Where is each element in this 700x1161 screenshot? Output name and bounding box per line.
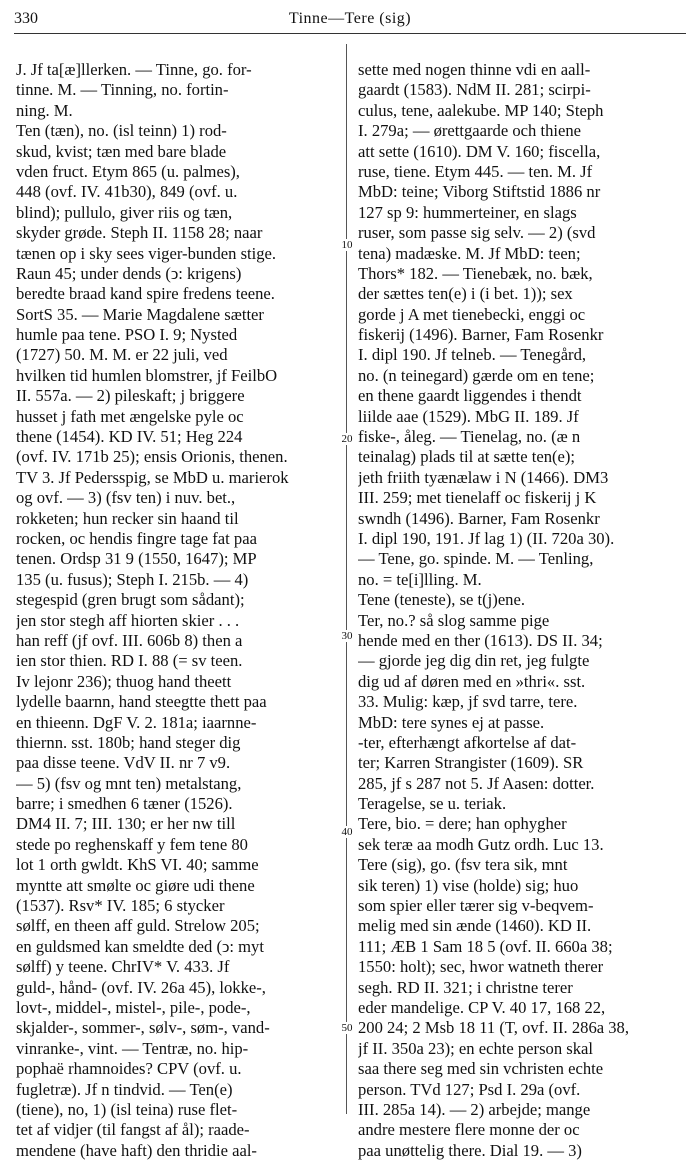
text-line: I. dipl 190. Jf telneb. — Tenegård, [358,345,587,365]
text-line: gorde j A met tienebecki, enggi oc [358,304,586,324]
text-line: Thors* 182. — Tienebæk, no. bæk, [358,263,593,283]
text-line: eder mandelige. CP V. 40 17, 168 22, [358,997,606,1017]
text-line: lovt-, middel-, mistel-, pile-, pode-, [16,997,251,1017]
line-marker: 30 [338,630,356,642]
text-line: Tere, bio. = dere; han ophygher [358,814,567,834]
text-line: — Tene, go. spinde. M. — Tenling, [358,549,594,569]
text-line: paa unøttelig there. Dial 19. — 3) [358,1140,582,1160]
text-line: III. 259; met tienelaff oc fiskerij j K [358,488,597,508]
text-line: teinalag) plads til at sætte ten(e); [358,447,576,467]
text-line: jf II. 350a 23); en echte person skal [358,1038,593,1058]
text-line: guld-, hånd- (ovf. IV. 26a 45), lokke-, [16,977,266,997]
text-line: vden fruct. Etym 865 (u. palmes), [16,161,240,181]
text-line: (1727) 50. M. M. er 22 juli, ved [16,345,228,365]
text-line: stede po reghenskaff y fem tene 80 [16,834,248,854]
text-line: tenen. Ordsp 31 9 (1550, 1647); MP [16,549,257,569]
text-line: fiske-, åleg. — Tienelag, no. (æ n [358,427,581,447]
text-line: andre mestere flere monne der oc [358,1120,580,1140]
text-line: -ter, efterhængt afkortelse af dat- [358,732,577,752]
text-line: TV 3. Jf Pedersspig, se MbD u. marierok [16,467,289,487]
page-number: 330 [14,10,38,27]
text-line: att sette (1610). DM V. 160; fiscella, [358,141,601,161]
text-line: MbD: tere synes ej at passe. [358,712,545,732]
text-line: fugletræ). Jf n tindvid. — Ten(e) [16,1079,233,1099]
text-line: SortS 35. — Marie Magdalene sætter [16,304,264,324]
text-line: liilde aae (1529). MbG II. 189. Jf [358,406,579,426]
text-line: II. 557a. — 2) pileskaft; j briggere [16,386,245,406]
text-line: gaardt (1583). NdM II. 281; scirpi- [358,80,591,100]
text-line: der sættes ten(e) i (i bet. 1)); sex [358,284,573,304]
text-line: paa disse teene. VdV II. nr 7 v9. [16,753,231,773]
text-line: ning. M. [16,100,73,120]
text-line: J. Jf ta[æ]llerken. — Tinne, go. for- [16,60,252,79]
text-line: rokketen; hun recker sin haand til [16,508,239,528]
text-line: stegespid (gren brugt som sådant); [16,590,245,610]
text-line: lydelle baarnn, hand steegtte thett paa [16,692,267,712]
text-line: 1550: holt); sec, hwor watneth therer [358,957,604,977]
text-line: person. TVd 127; Psd I. 29a (ovf. [358,1079,581,1099]
text-line: (tiene), no, 1) (isl teina) ruse flet- [16,1099,238,1119]
text-line: jeth friith tyænælaw i N (1466). DM3 [358,467,609,487]
text-line: dig ud af døren med en »thri«. sst. [358,671,586,691]
text-line: 285, jf s 287 not 5. Jf Aasen: dotter. [358,773,595,793]
text-line: tena) madæske. M. Jf MbD: teen; [358,243,581,263]
text-line: barre; i smedhen 6 tæner (1526). [16,794,233,814]
text-line: vinranke-, vint. — Tentræ, no. hip- [16,1038,249,1058]
text-line: thiernn. sst. 180b; hand steger dig [16,732,241,752]
text-line: han reff (jf ovf. III. 606b 8) then a [16,630,243,650]
text-line: myntte att smølte oc giøre udi thene [16,875,255,895]
text-line: melig med sin ænde (1460). KD II. [358,916,592,936]
text-line: tet af vidjer (til fangst af ål); raade- [16,1120,250,1140]
running-head: Tinne—Tere (sig) [288,10,412,27]
right-column [358,60,688,1161]
text-line: lot 1 orth gwldt. KhS VI. 40; samme [16,855,259,875]
text-line: tænen op i sky sees viger-bunden stige. [16,243,277,263]
text-line: Ten (tæn), no. (isl teinn) 1) rod- [16,121,227,141]
text-line: hvilken tid humlen blomstrer, jf FeilbO [16,365,278,385]
line-marker: 20 [338,433,356,445]
text-line: thene (1454). KD IV. 51; Heg 224 [16,427,243,447]
text-line: tinne. M. — Tinning, no. fortin- [16,80,229,100]
line-marker: 50 [338,1022,356,1034]
text-line: I. 279a; — ørettgaarde och thiene [358,121,582,141]
text-line: (ovf. IV. 171b 25); ensis Orionis, thenen. [16,447,288,467]
text-line: en thieenn. DgF V. 2. 181a; iaarnne- [16,712,257,732]
text-line: beredte braad kand spire fredens teene. [16,284,275,304]
text-line: 200 24; 2 Msb 18 11 (T, ovf. II. 286a 38, [358,1018,630,1038]
text-line: hende med en ther (1613). DS II. 34; [358,630,603,650]
text-line: Raun 45; under dends (ↄ: krigens) [16,263,242,283]
text-line: — 5) (fsv og mnt ten) metalstang, [16,773,242,793]
text-line: og ovf. — 3) (fsv ten) i nuv. bet., [16,488,236,508]
text-line: sek teræ aa modh Gutz ordh. Luc 13. [358,834,604,854]
text-line: fiskerij (1496). Barner, Fam Rosenkr [358,325,604,345]
text-line: III. 285a 14). — 2) arbejde; mange [358,1099,591,1119]
page-header [14,6,686,34]
text-line: humle paa tene. PSO I. 9; Nysted [16,325,238,345]
text-line: Iv lejonr 236); thuog hand theett [16,671,232,691]
text-line: skud, kvist; tæn med bare blade [16,141,227,161]
text-line: 135 (u. fusus); Steph I. 215b. — 4) [16,569,249,589]
text-line: Tene (teneste), se t(j)ene. [358,590,525,610]
text-line: 111; ÆB 1 Sam 18 5 (ovf. II. 660a 38; [358,936,613,956]
text-line: Tere (sig), go. (fsv tera sik, mnt [358,855,568,875]
column-divider [346,44,347,1114]
text-line: blind); pullulo, giver riis og tæn, [16,202,233,222]
text-line: Teragelse, se u. teriak. [358,794,507,814]
line-marker: 40 [338,826,356,838]
text-line: MbD: teine; Viborg Stiftstid 1886 nr [358,182,601,202]
text-line: no. (n teinegard) gærde om en tene; [358,365,595,385]
text-line: skyder grøde. Steph II. 1158 28; naar [16,223,263,243]
text-line: pophaë rhamnoides? CPV (ovf. u. [16,1059,242,1079]
text-line: ruse, tiene. Etym 445. — ten. M. Jf [358,161,593,181]
text-line: skjalder-, sommer-, sølv-, søm-, vand- [16,1018,270,1038]
text-line: DM4 II. 7; III. 130; er her nw till [16,814,236,834]
text-line: sølff, en theen aff guld. Strelow 205; [16,916,260,936]
text-line: (1537). Rsv* IV. 185; 6 stycker [16,896,225,916]
text-line: saa there seg med sin vchristen echte [358,1059,604,1079]
text-line: 448 (ovf. IV. 41b30), 849 (ovf. u. [16,182,238,202]
text-line: som spier eller tærer sig v-beqvem- [358,896,594,916]
line-marker: 10 [338,239,356,251]
text-line: husset j fath met ængelske pyle oc [16,406,244,426]
text-line: 127 sp 9: hummerteiner, en slags [358,202,577,222]
text-line: ruser, som passe sig selv. — 2) (svd [358,223,596,243]
text-line: jen stor stegh aff hiorten skier . . . [16,610,240,630]
text-line: mendene (have haft) den thridie aal- [16,1140,257,1160]
text-line: sette med nogen thinne vdi en aall- [358,60,591,79]
text-line: no. = te[i]lling. M. [358,569,482,589]
text-line: I. dipl 190, 191. Jf lag 1) (II. 720a 30). [358,528,615,548]
text-line: sik teren) 1) vise (holde) sig; huo [358,875,579,895]
left-column [16,60,338,1161]
header-rule [14,33,686,34]
text-line: 33. Mulig: kæp, jf svd tarre, tere. [358,692,578,712]
text-line: en thene gaardt liggendes i thendt [358,386,582,406]
text-line: en guldsmed kan smeldte ded (ↄ: myt [16,936,264,956]
text-line: sølff) y teene. ChrIV* V. 433. Jf [16,957,230,977]
text-line: segh. RD II. 321; i christne terer [358,977,573,997]
text-line: ien stor thien. RD I. 88 (= sv teen. [16,651,243,671]
text-line: swndh (1496). Barner, Fam Rosenkr [358,508,600,528]
text-line: — gjorde jeg dig din ret, jeg fulgte [358,651,590,671]
text-line: culus, tene, aalekube. MP 140; Steph [358,100,604,120]
text-line: rocken, oc hendis fingre tage fat paa [16,528,257,548]
text-line: Ter, no.? så slog samme pige [358,610,550,630]
text-line: ter; Karren Strangister (1609). SR [358,753,584,773]
